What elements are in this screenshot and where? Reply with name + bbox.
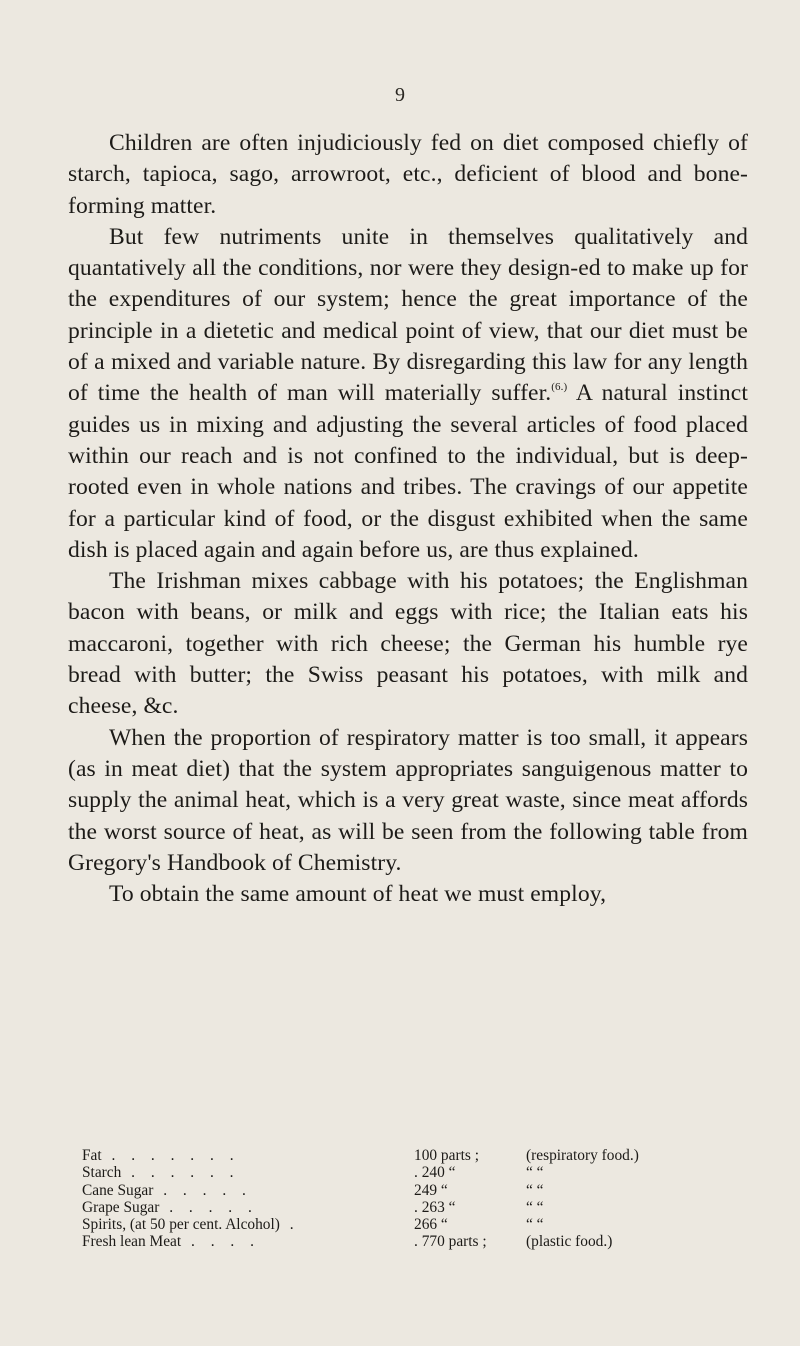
food-class: “ “ — [526, 1181, 544, 1199]
paragraph-5: To obtain the same amount of heat we must employ, — [109, 881, 607, 908]
leader-dots: . — [279, 1216, 300, 1234]
food-class: (plastic food.) — [526, 1233, 613, 1251]
quantity: . 770 parts ; — [414, 1233, 487, 1251]
food-class: (respiratory food.) — [526, 1147, 639, 1164]
table-row — [82, 1182, 742, 1199]
paragraph-2 — [68, 222, 748, 566]
table-row — [82, 1216, 742, 1233]
leader-dots: . . . . . — [159, 1198, 258, 1216]
paragraph-1: Children are often injudiciously fed on diet composed chiefly of starch, tapioca, sago, arrowroot, etc., deficient of blood and bone-forming matter. — [68, 130, 748, 219]
leader-dots: . . . . . — [153, 1181, 252, 1199]
food-name: Starch — [82, 1164, 122, 1182]
food-name: Grape Sugar — [82, 1198, 160, 1216]
table-row — [82, 1164, 742, 1181]
table-row — [82, 1199, 742, 1216]
table-row — [82, 1233, 742, 1250]
leader-dots: . . . . . . — [121, 1164, 240, 1182]
food-name: Fresh lean Meat — [82, 1233, 182, 1251]
quantity: 249 “ — [414, 1181, 448, 1199]
food-name: Spirits, (at 50 per cent. Alcohol) — [82, 1216, 280, 1234]
quantity: . 240 “ — [414, 1164, 456, 1182]
leader-dots: . . . . — [181, 1233, 260, 1251]
page-number: 9 — [395, 84, 405, 106]
quantity: . 263 “ — [414, 1198, 456, 1216]
heat-equivalence-table — [82, 1147, 742, 1251]
paragraph-3: The Irishman mixes cabbage with his potatoes; the Englishman bacon with beans, or milk and eggs with rice; the Italian eats his maccaroni, together with rich cheese; the German his humble rye bread with butter; the Swiss peasant his potatoes, with milk and cheese, &c. — [68, 568, 748, 720]
paragraph-2-text-b: A natural instinct guides us in mixing and adjusting the several articles of food placed within our reach and is not confined to the individual, but is deep-rooted even in whole nations and tribes. The cravings of our appetite for a particular kind of food, or the disgust exhibited when the same dish is placed again and again before us, are thus explained. — [68, 380, 748, 563]
paragraph-2-text-a: But few nutriments unite in themselves qualitatively and quantatively all the conditions, nor were they design-ed to make up for the expenditures of our system; hence the great importance of the principle in a dietetic and medical point of view, that our diet must be of a mixed and variable nature. By disregarding this law for any length of time the health of man will materially suffer. — [68, 223, 748, 407]
food-class: “ “ — [526, 1198, 544, 1216]
quantity: 100 parts ; — [414, 1147, 479, 1164]
quantity: 266 “ — [414, 1216, 448, 1234]
food-class: “ “ — [526, 1164, 544, 1182]
body-text — [68, 128, 748, 910]
food-name: Cane Sugar — [82, 1181, 154, 1199]
leader-dots: . . . . . . . — [101, 1147, 240, 1164]
food-name: Fat — [82, 1147, 102, 1164]
table-row — [82, 1147, 742, 1164]
food-class: “ “ — [526, 1216, 544, 1234]
paragraph-4: When the proportion of respiratory matter is too small, it appears (as in meat diet) that the system appropriates sanguigenous matter to supply the animal heat, which is a very great waste, since meat affords the worst source of heat, as will be seen from the following table from Gregory's Handbook of Chemistry. — [68, 724, 748, 876]
footnote-reference: (6.) — [551, 381, 568, 394]
